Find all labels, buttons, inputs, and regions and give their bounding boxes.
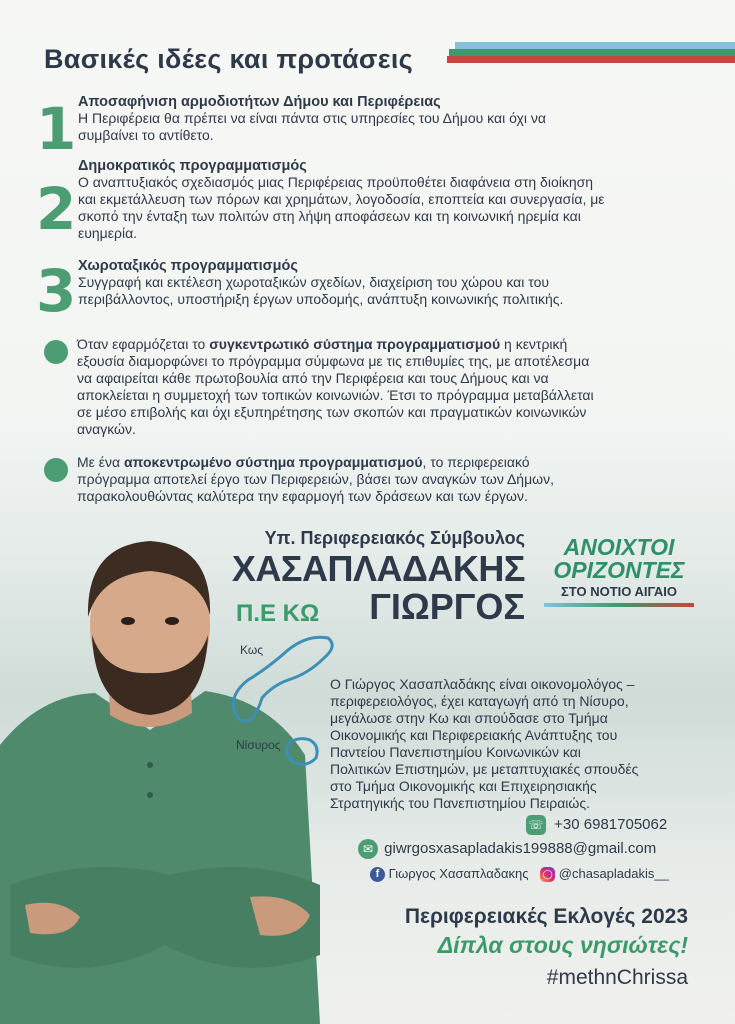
candidate-area: Π.Ε ΚΩ [236,600,320,627]
election-title: Περιφερειακές Εκλογές 2023 [404,905,688,928]
phone-icon: ☏ [526,815,546,835]
bullet-line: αποκλείεται η συμμετοχή των τοπικών κοινωνιών. Έτσι το πρόγραμμα μεταβάλλεται [77,387,594,403]
social-row [370,866,669,882]
bullet-line: σε μέσο επιβολής και όχι εξυπηρέτησης των σκοπών και πραγματικών κοινωνικών [77,404,587,420]
page-title: Βασικές ιδέες και προτάσεις [44,44,413,74]
candidate-firstname: ΓΙΩΡΓΟΣ [369,586,525,627]
bullet-line: παρακολουθώντας καλύτερα την εφαρμογή των δράσεων και των έργων. [77,488,528,504]
party-logo [538,536,700,626]
hashtag: #methnChrissa [546,966,688,989]
item-3 [36,257,696,325]
item-line: Συγγραφή και εκτέλεση χωροταξικών σχεδίων, διαχείριση του χώρου και του [78,274,550,290]
bio-line: στο Τμήμα Οικονομικής και Επιχειρησιακής [330,778,597,794]
bio-line: περιφερειολόγος, έχει καταγωγή από τη Νίσυρο, [330,693,629,709]
item-number: 1 [36,95,77,163]
item-2 [36,158,696,242]
email-icon: ✉ [358,839,378,859]
item-heading: Δημοκρατικός προγραμματισμός [78,158,307,174]
bio-line: Πολιτικών Επιστημών, με μεταπτυχιακές σπουδές [330,761,639,777]
logo-underline [544,603,694,607]
bio-line: Ο Γιώργος Χασαπλαδάκης είναι οικονομολόγος – [330,676,635,692]
bio-line: Οικονομικής και Περιφερειακής Ανάπτυξης του [330,727,618,743]
bullet-line: αναγκών. [77,421,136,437]
item-1 [36,94,696,163]
bio-line: Στρατηγικής του Πανεπιστημίου Πειραιώς. [330,795,590,811]
stripe-red [447,56,735,63]
facebook-name[interactable]: Γιωργος Χασαπλαδακης [388,866,529,881]
bullet-first-line [77,454,696,471]
stripe-green [449,49,735,56]
bullet-bold: αποκεντρωμένο σύστημα προγραμματισμού [124,454,423,470]
item-line: και εκμετάλλευση των πόρων και χρημάτων, λογοδοσία, εποπτεία και συνεργασία, με [78,191,605,207]
map-label-nisyros: Νίσυρος [236,738,281,752]
bio-line: Παντείου Πανεπιστημίου Κοινωνικών και [330,744,581,760]
bio [330,676,692,812]
item-number: 3 [36,257,77,325]
facebook-icon: f [370,867,385,882]
item-line: περιβάλλοντος, υποστήριξη έργων υποδομής, ανάπτυξη κοινωνικής πολιτικής. [78,291,564,307]
bullet-text: Με ένα [77,454,125,470]
candidate-surname: ΧΑΣΑΠΛΑΔΑΚΗΣ [231,548,525,589]
logo-line-2: ΟΡΙΖΟΝΤΕΣ [553,557,685,583]
item-heading: Αποσαφήνιση αρμοδιοτήτων Δήμου και Περιφέρειας [78,94,441,110]
color-stripes [447,42,735,70]
bullet-bold: συγκεντρωτικό σύστημα προγραμματισμού [209,336,501,352]
candidate-role: Υπ. Περιφερειακός Σύμβουλος [264,528,525,548]
item-line: συμβαίνει το αντίθετο. [78,127,214,143]
bullet-first-line [77,336,696,353]
email-row [358,839,656,859]
item-line: Η Περιφέρεια θα πρέπει να είναι πάντα στις υπηρεσίες του Δήμου και όχι να [78,110,546,126]
slogan: Δίπλα στους νησιώτες! [437,932,688,958]
logo-line-1: ΑΝΟΙΧΤΟΙ [563,534,675,560]
bullet-2 [44,454,696,505]
bullet-text: , το περιφερειακό [422,454,530,470]
bullet-line: πρόγραμμα αποτελεί έργο των Περιφερειών, βάσει των αναγκών των Δήμων, [77,471,554,487]
nisyros-island-shape [287,739,317,765]
map-label-kos: Κως [240,643,264,657]
stripe-blue [455,42,735,49]
instagram-handle[interactable]: @chasapladakis__ [558,866,669,881]
bullet-text: Όταν εφαρμόζεται το [77,336,210,352]
bullet-text: η κεντρική [500,336,568,352]
bullet-dot [44,340,68,364]
phone-row [526,815,667,835]
bullet-dot [44,458,68,482]
item-line: ευημερία. [78,225,138,241]
logo-line-3: ΣΤΟ ΝΟΤΙΟ ΑΙΓΑΙΟ [560,584,678,599]
item-number: 2 [36,175,77,243]
instagram-icon: ◯ [540,867,555,882]
email-address[interactable]: giwrgosxasapladakis199888@gmail.com [384,839,657,857]
bullet-1 [44,336,696,438]
bullet-line: εξουσία διαμορφώνει το πρόγραμμα σύμφωνα με τις επιθυμίες της, με αποτέλεσμα [77,353,590,369]
bio-line: μεγάλωσε στην Κω και σπούδασε στο Τμήμα [330,710,608,726]
item-line: σκοπό την ένταξη των πολιτών στη λήψη αποφάσεων και τη κοινωνική ηρεμία και [78,208,581,224]
item-line: Ο αναπτυξιακός σχεδιασμός μιας Περιφέρειας προϋποθέτει διαφάνεια στη διοίκηση [78,174,594,190]
bullet-line: να αφαιρείται κάθε πρωτοβουλία από την Περιφέρεια και τους Δήμους και να [77,370,549,386]
item-heading: Χωροταξικός προγραμματισμός [78,258,298,274]
phone-number[interactable]: +30 6981705062 [554,815,668,833]
